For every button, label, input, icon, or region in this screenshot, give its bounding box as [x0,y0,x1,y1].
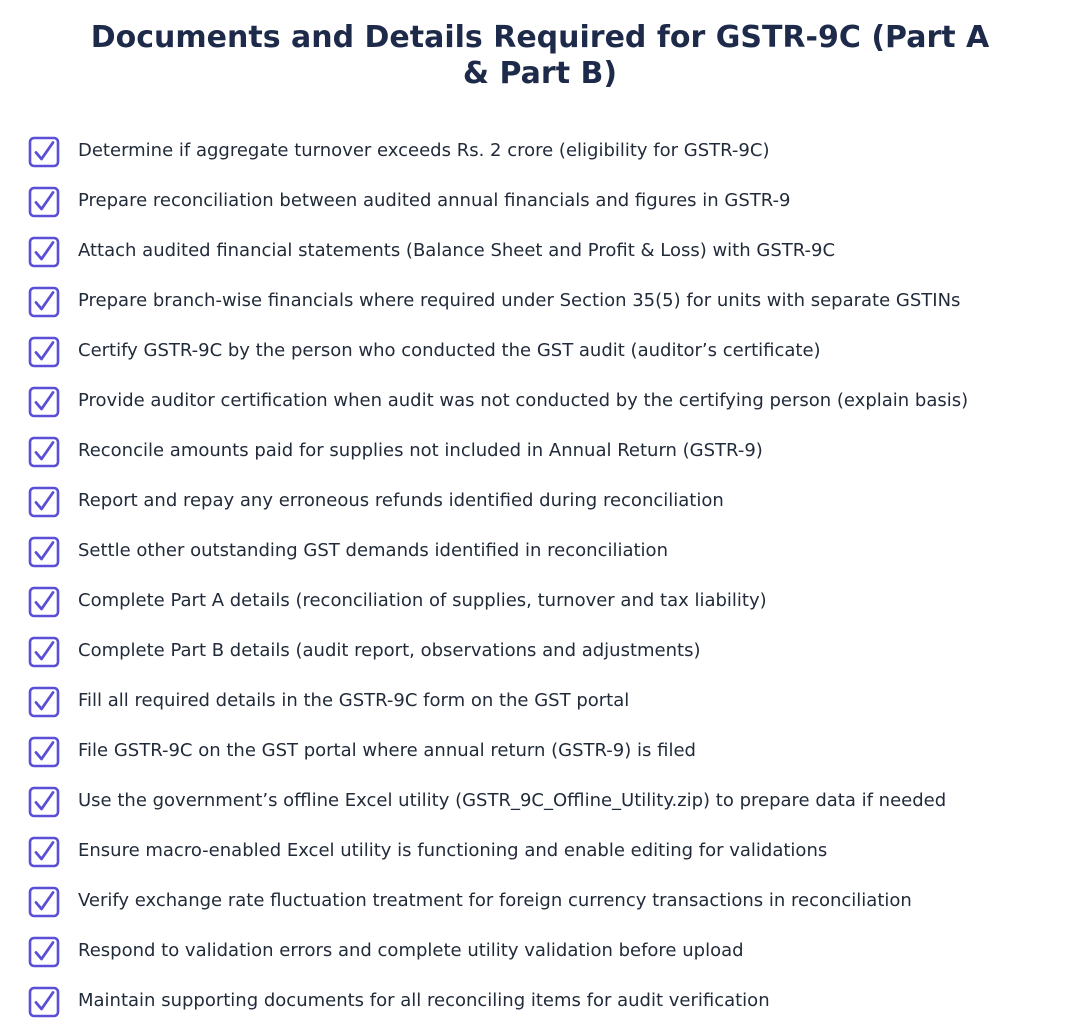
checked-checkbox-icon[interactable] [28,336,60,368]
checked-checkbox-icon[interactable] [28,236,60,268]
checklist-item [0,776,1080,826]
checklist-item [0,176,1080,226]
checklist-item-label: File GSTR-9C on the GST portal where annual return (GSTR-9) is filed [78,740,696,761]
checklist-item [0,276,1080,326]
checked-checkbox-icon[interactable] [28,186,60,218]
checked-checkbox-icon[interactable] [28,936,60,968]
page-title: Documents and Details Required for GSTR-9C (Part A & Part B) [90,20,990,91]
checklist-item-label: Determine if aggregate turnover exceeds Rs. 2 crore (eligibility for GSTR-9C) [78,140,770,161]
checklist-item-label: Maintain supporting documents for all reconciling items for audit verification [78,990,770,1011]
checklist-item [0,926,1080,976]
checklist-item [0,426,1080,476]
checklist-item [0,326,1080,376]
checklist-item-label: Complete Part A details (reconciliation of supplies, turnover and tax liability) [78,590,767,611]
checklist-item-label: Fill all required details in the GSTR-9C form on the GST portal [78,690,630,711]
checklist-item-label: Report and repay any erroneous refunds identified during reconciliation [78,490,724,511]
checklist-item-label: Respond to validation errors and complete utility validation before upload [78,940,744,961]
checked-checkbox-icon[interactable] [28,886,60,918]
checklist-item [0,676,1080,726]
checklist-item-label: Provide auditor certification when audit was not conducted by the certifying person (explain basis) [78,390,969,411]
checklist-item-label: Verify exchange rate fluctuation treatment for foreign currency transactions in reconciliation [78,890,912,911]
checklist-item-label: Reconcile amounts paid for supplies not included in Annual Return (GSTR-9) [78,440,763,461]
checklist-item-label: Attach audited financial statements (Balance Sheet and Profit & Loss) with GSTR-9C [78,240,836,261]
checklist-item [0,626,1080,676]
checked-checkbox-icon[interactable] [28,986,60,1018]
checklist-item-label: Complete Part B details (audit report, observations and adjustments) [78,640,701,661]
checked-checkbox-icon[interactable] [28,836,60,868]
checklist-item [0,576,1080,626]
checked-checkbox-icon[interactable] [28,636,60,668]
checked-checkbox-icon[interactable] [28,686,60,718]
checked-checkbox-icon[interactable] [28,136,60,168]
checklist-item [0,976,1080,1026]
checklist-item [0,376,1080,426]
checklist-item [0,226,1080,276]
checklist-item [0,726,1080,776]
checked-checkbox-icon[interactable] [28,486,60,518]
checked-checkbox-icon[interactable] [28,536,60,568]
checked-checkbox-icon[interactable] [28,586,60,618]
checklist-item-label: Settle other outstanding GST demands identified in reconciliation [78,540,668,561]
checked-checkbox-icon[interactable] [28,786,60,818]
checked-checkbox-icon[interactable] [28,286,60,318]
checklist-item-label: Prepare reconciliation between audited annual financials and figures in GSTR-9 [78,190,791,211]
checklist-item-label: Ensure macro-enabled Excel utility is functioning and enable editing for validations [78,840,828,861]
checked-checkbox-icon[interactable] [28,436,60,468]
checklist-item [0,826,1080,876]
checklist-item [0,876,1080,926]
checklist [0,126,1080,1026]
checklist-item [0,126,1080,176]
checklist-item [0,526,1080,576]
checklist-item-label: Certify GSTR-9C by the person who conducted the GST audit (auditor’s certificate) [78,340,821,361]
checklist-item-label: Use the government’s offline Excel utility (GSTR_9C_Offline_Utility.zip) to prepare data if needed [78,790,947,811]
checklist-item [0,476,1080,526]
checked-checkbox-icon[interactable] [28,386,60,418]
checklist-item-label: Prepare branch-wise financials where required under Section 35(5) for units with separate GSTINs [78,290,961,311]
checked-checkbox-icon[interactable] [28,736,60,768]
